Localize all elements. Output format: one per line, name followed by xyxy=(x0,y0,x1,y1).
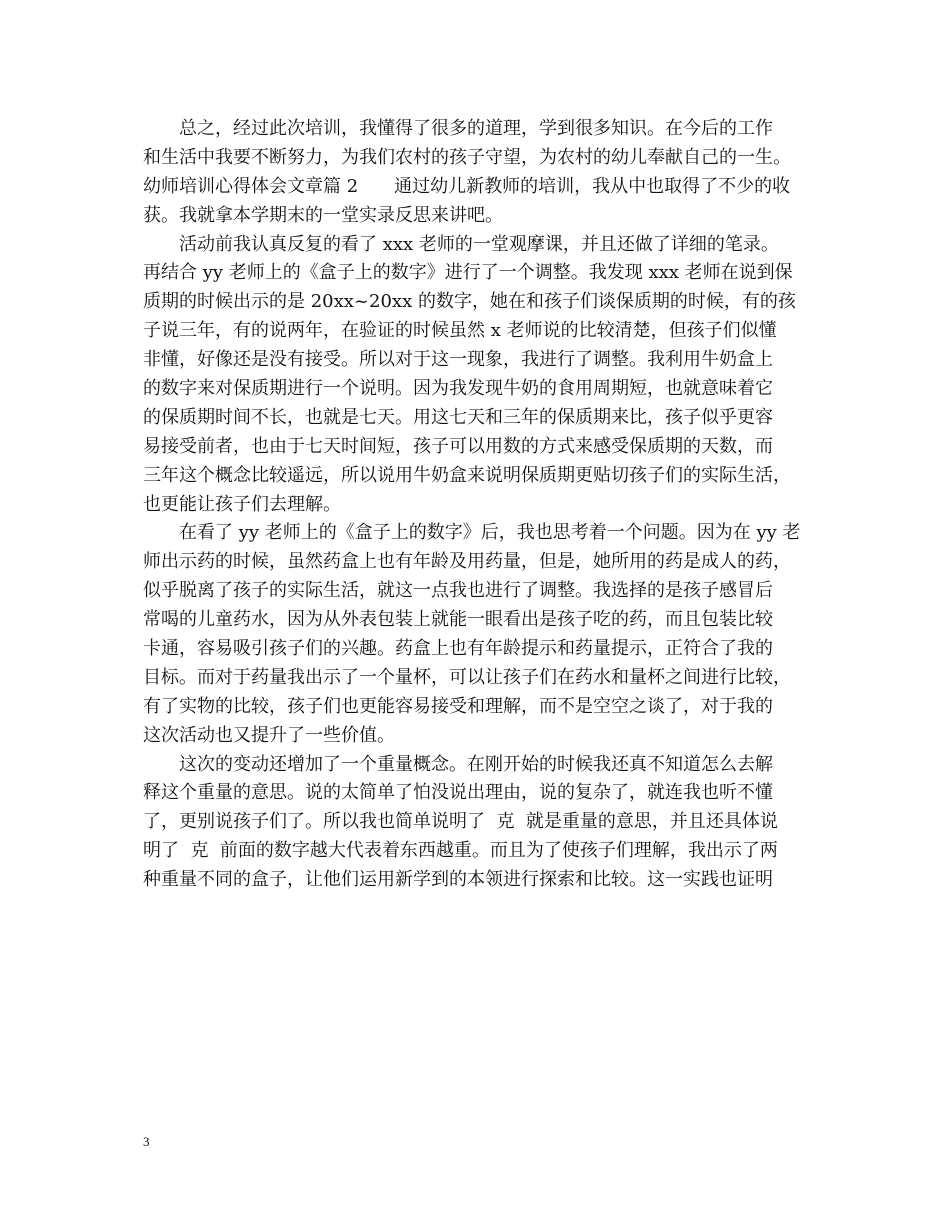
text-line: 非懂，好像还是没有接受。所以对于这一现象，我进行了调整。我利用牛奶盒上 xyxy=(143,349,773,371)
text-line: 质期的时候出示的是 20xx~20xx 的数字，她在和孩子们谈保质期的时候，有的孩 xyxy=(143,291,796,313)
text-line: 卡通，容易吸引孩子们的兴趣。药盒上也有年龄提示和药量提示，正符合了我的 xyxy=(143,638,773,660)
page-number: 3 xyxy=(143,1134,150,1149)
text-line: 似乎脱离了孩子的实际生活，就这一点我也进行了调整。我选择的是孩子感冒后 xyxy=(143,580,773,602)
text-line: 在看了 yy 老师上的《盒子上的数字》后，我也思考着一个问题。因为在 yy 老 xyxy=(143,522,801,544)
text-line: 目标。而对于药量我出示了一个量杯，可以让孩子们在药水和量杯之间进行比较， xyxy=(143,666,791,688)
text-line: 这次的变动还增加了一个重量概念。在刚开始的时候我还真不知道怎么去解 xyxy=(143,753,773,775)
text-line: 的数字来对保质期进行一个说明。因为我发现牛奶的食用周期短，也就意味着它 xyxy=(143,378,773,400)
text-line: 的保质期时间不长，也就是七天。用这七天和三年的保质期来比，孩子似乎更容 xyxy=(143,406,773,428)
text-line: 种重量不同的盒子，让他们运用新学到的本领进行探索和比较。这一实践也证明 xyxy=(143,869,773,891)
text-line: 常喝的儿童药水，因为从外表包装上就能一眼看出是孩子吃的药，而且包装比较 xyxy=(143,609,773,631)
text-line: 了，更别说孩子们了。所以我也简单说明了 克 就是重量的意思，并且还具体说 xyxy=(143,811,778,833)
text-line: 总之，经过此次培训，我懂得了很多的道理，学到很多知识。在今后的工作 xyxy=(143,118,773,139)
text-line: 再结合 yy 老师上的《盒子上的数字》进行了一个调整。我发现 xxx 老师在说到保 xyxy=(143,262,793,284)
text-line: 和生活中我要不断努力，为我们农村的孩子守望，为农村的幼儿奉献自己的一生。 xyxy=(143,146,791,168)
text-line: 有了实物的比较，孩子们也更能容易接受和理解，而不是空空之谈了，对于我的 xyxy=(143,695,773,717)
text-line: 师出示药的时候，虽然药盒上也有年龄及用药量，但是，她所用的药是成人的药， xyxy=(143,551,791,573)
text-line: 三年这个概念比较遥远，所以说用牛奶盒来说明保质期更贴切孩子们的实际生活， xyxy=(143,464,791,486)
text-line: 子说三年，有的说两年，在验证的时候虽然 x 老师说的比较清楚，但孩子们似懂 xyxy=(143,320,777,342)
text-line: 释这个重量的意思。说的太简单了怕没说出理由，说的复杂了，就连我也听不懂 xyxy=(143,782,773,804)
text-line: 明了 克 前面的数字越大代表着东西越重。而且为了使孩子们理解，我出示了两 xyxy=(143,840,778,862)
text-line: 易接受前者，也由于七天时间短，孩子可以用数的方式来感受保质期的天数，而 xyxy=(143,435,773,457)
body-text xyxy=(143,115,823,895)
text-line: 获。我就拿本学期末的一堂实录反思来讲吧。 xyxy=(143,204,503,226)
text-line: 活动前我认真反复的看了 xxx 老师的一堂观摩课，并且还做了详细的笔录。 xyxy=(143,233,779,255)
text-line: 也更能让孩子们去理解。 xyxy=(143,493,341,515)
text-line: 幼师培训心得体会文章篇 2 通过幼儿新教师的培训，我从中也取得了不少的收 xyxy=(143,175,791,197)
text-line: 这次活动也又提升了一些价值。 xyxy=(143,724,395,746)
